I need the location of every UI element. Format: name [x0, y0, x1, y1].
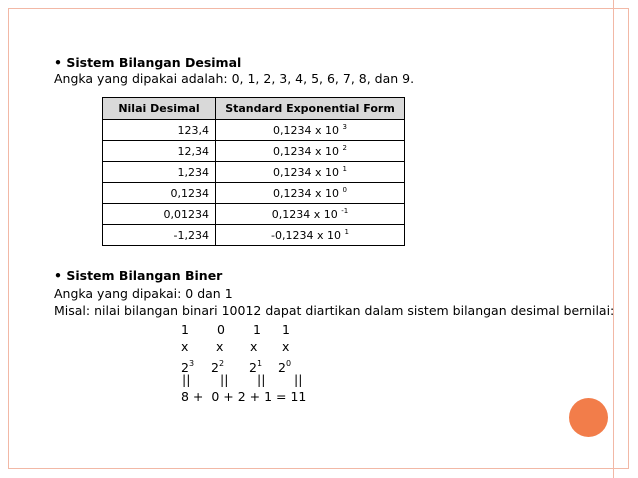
section2-heading: • Sistem Bilangan Biner: [54, 268, 223, 283]
exponential-table: [102, 97, 405, 246]
binary-digit: 0: [217, 322, 225, 337]
exponential-cell: -0,1234 x 10 $^1$: [216, 225, 405, 246]
exponential-cell: 0,1234 x 10 $^{-1}$: [216, 204, 405, 225]
power-term: $2^2$: [211, 359, 225, 375]
section1-heading: • Sistem Bilangan Desimal: [54, 55, 242, 70]
decimal-cell: 1,234: [103, 162, 216, 183]
multiply-sign: x: [250, 339, 258, 354]
multiply-sign: x: [216, 339, 224, 354]
decorative-rail: [613, 0, 614, 478]
equals-bars: ||: [220, 372, 229, 387]
equals-bars: ||: [182, 372, 191, 387]
power-term: $2^0$: [278, 359, 292, 375]
decimal-cell: -1,234: [103, 225, 216, 246]
decimal-cell: 123,4: [103, 120, 216, 141]
exponential-cell: 0,1234 x 10 $^3$: [216, 120, 405, 141]
exponential-cell: 0,1234 x 10 $^2$: [216, 141, 405, 162]
binary-digit: 1: [282, 322, 290, 337]
binary-sum: 8 + 0 + 2 + 1 = 11: [181, 389, 307, 404]
power-term: $2^3$: [181, 359, 195, 375]
table-row: [103, 141, 405, 162]
multiply-sign: x: [181, 339, 189, 354]
column-header-exponential: Standard Exponential Form: [216, 98, 405, 120]
section1-text: Angka yang dipakai adalah: 0, 1, 2, 3, 4, 5, 6, 7, 8, dan 9.: [54, 71, 415, 86]
decimal-cell: 0,01234: [103, 204, 216, 225]
table-row: [103, 120, 405, 141]
equals-bars: ||: [294, 372, 303, 387]
table-row: [103, 204, 405, 225]
decimal-cell: 12,34: [103, 141, 216, 162]
table-row: [103, 225, 405, 246]
decimal-cell: 0,1234: [103, 183, 216, 204]
table-row: [103, 162, 405, 183]
column-header-decimal: Nilai Desimal: [103, 98, 216, 120]
exponential-cell: 0,1234 x 10 $^0$: [216, 183, 405, 204]
decorative-circle: [569, 398, 608, 437]
table-row: [103, 183, 405, 204]
binary-digit: 1: [253, 322, 261, 337]
multiply-sign: x: [282, 339, 290, 354]
table-header-row: [103, 98, 405, 120]
section2-text: Angka yang dipakai: 0 dan 1: [54, 286, 233, 301]
power-term: $2^1$: [249, 359, 263, 375]
section2-example: Misal: nilai bilangan binari 10012 dapat diartikan dalam sistem bilangan desimal bernilai:: [54, 303, 615, 318]
equals-bars: ||: [257, 372, 266, 387]
binary-digit: 1: [181, 322, 189, 337]
exponential-cell: 0,1234 x 10 $^1$: [216, 162, 405, 183]
